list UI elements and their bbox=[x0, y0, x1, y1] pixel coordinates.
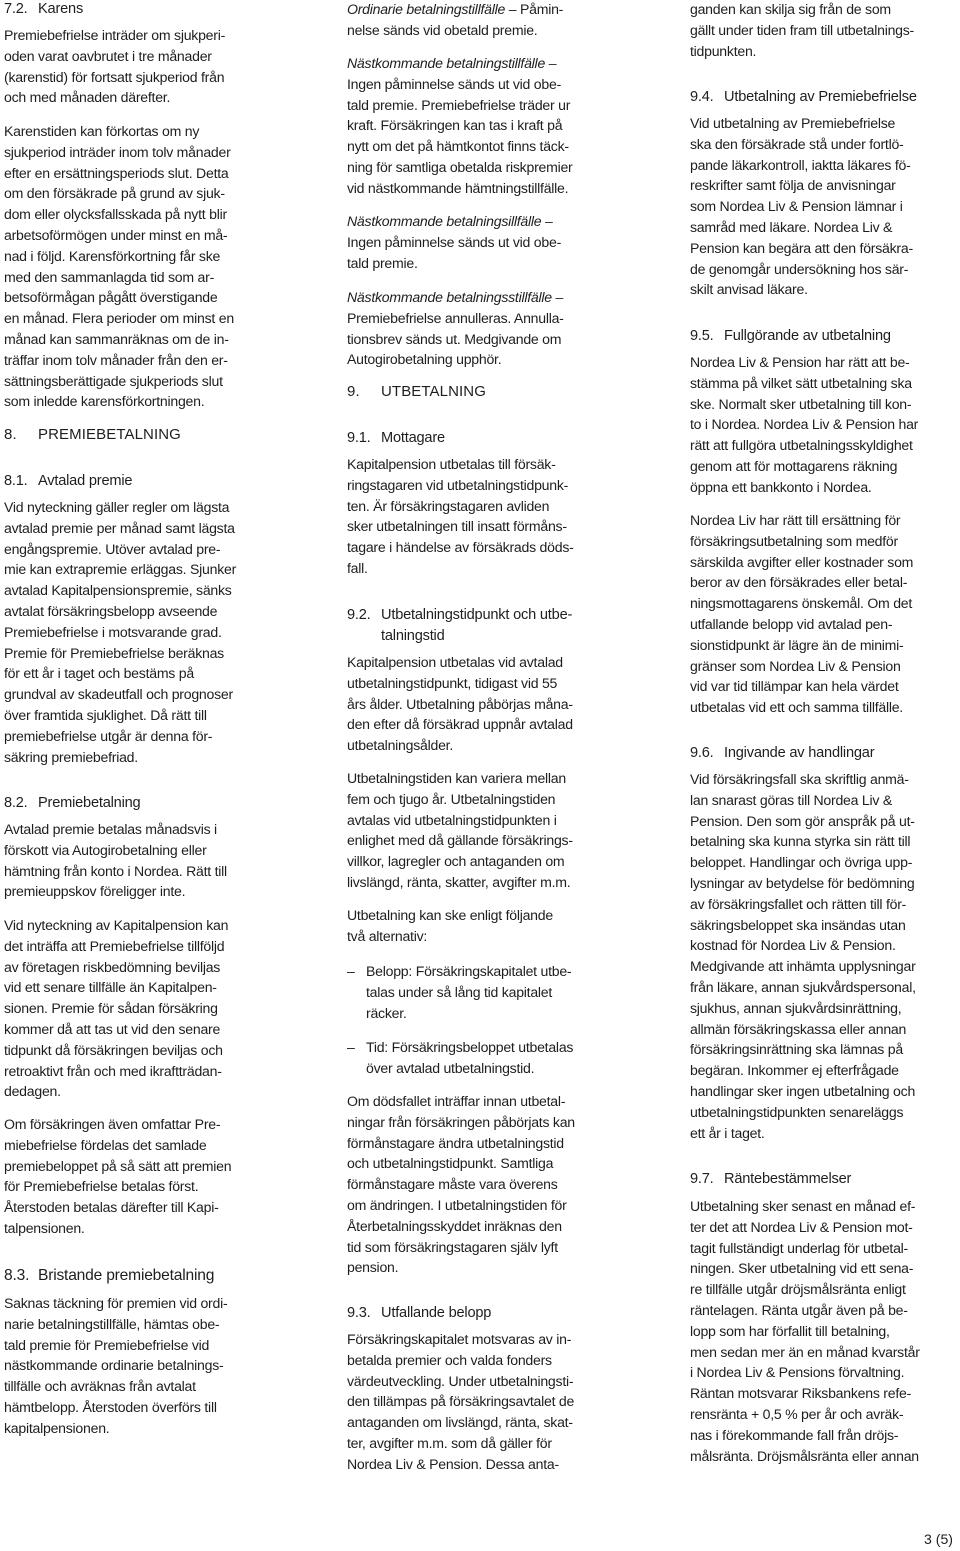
section-9-7-paragraph: Utbetalning sker senast en månad ef- ter det att Nordea Liv & Pension mot- tagit fullständigt underlag för utbetal- ningen. Sker utbetalning vid ett sena- re tillfälle utgår dröjsmålsränta enligt räntelagen. Ränta utgår även på be- lopp som har förfallit till betalning, men sedan mer än en månad kvarstår i Nordea Liv & Pensions förvaltning. Räntan motsvarar Riksbankens refe- rensränta + 0,5 % per år och avräk- nas i förekommande fall från dröjs- målsränta. Dröjsmålsränta eller annan bbox=[690, 1198, 920, 1464]
section-title: Avtalad premie bbox=[38, 473, 133, 489]
section-number: 9.1. bbox=[347, 430, 371, 446]
section-number: 8. bbox=[4, 426, 17, 443]
payment-step-label: Nästkommande betalningsstillfälle – bbox=[347, 289, 564, 305]
section-title: Utbetalning av Premiebefrielse bbox=[724, 89, 917, 105]
section-title: Karens bbox=[38, 1, 84, 17]
section-title: Bristande premiebetalning bbox=[38, 1267, 215, 1284]
section-number: 9.6. bbox=[690, 745, 714, 761]
section-title: PREMIEBETALNING bbox=[38, 426, 181, 443]
section-number: 8.3. bbox=[4, 1267, 30, 1284]
option-text: Belopp: Försäkringskapitalet utbe- talas under så lång tid kapitalet räcker. bbox=[366, 963, 572, 1021]
section-7-2-paragraph-1: Premiebefrielse inträder om sjukperi- oden varat oavbrutet i tre månader (karenstid) för fortsatt sjukperiod från och med månaden därefter. bbox=[4, 27, 226, 106]
section-number: 9.3. bbox=[347, 1305, 371, 1321]
continued-paragraph: ganden kan skilja sig från de som gällt under tiden fram till utbetalnings- tidpunkten. bbox=[690, 1, 914, 59]
page-number: 3 (5) bbox=[924, 1531, 953, 1547]
section-7-2-heading bbox=[4, 0, 83, 20]
section-number: 9.4. bbox=[690, 89, 714, 105]
section-9-1-heading bbox=[347, 428, 445, 449]
section-number: 9.5. bbox=[690, 328, 714, 344]
section-number: 8.2. bbox=[4, 795, 28, 811]
section-9-4-paragraph: Vid utbetalning av Premiebefrielse ska den försäkrade stå under fortlö- pande läkarkontroll, iaktta läkares fö- reskrifter samt följa de anvisningar som Nordea Liv & Pension lämnar i samråd med läkare. Nordea Liv & Pension kan begära att den försäkra- de genomgår undersökning hos sär- skilt anvisad läkare. bbox=[690, 115, 913, 298]
section-9-6-paragraph: Vid försäkringsfall ska skriftlig anmä- lan snarast göras till Nordea Liv & Pension. Den som gör anspråk på ut- betalning ska kunna styrka sin rätt till beloppet. Handlingar och övriga upp- lysningar av betydelse för bedömning av försäkringsfallet och rätten till för- säkringsbeloppet ska insändas utan kostnad för Nordea Liv & Pension. Medgivande att inhämta upplysningar från läkare, annan sjukvårdspersonal, sjukhus, annan sjukvårdsinrättning, allmän försäkringskassa eller annan försäkringsinrättning ska lämnas på begäran. Inkommer ej efterfrågade handlingar sker ingen utbetalning och utbetalningstidpunkten senareläggs ett år i taget. bbox=[690, 771, 916, 1141]
section-8-1-heading bbox=[4, 471, 132, 492]
payment-step-text: – Påmin- nelse sänds vid obetald premie. bbox=[347, 1, 564, 38]
payout-option-amount bbox=[347, 961, 619, 1023]
payment-step-label: Nästkommande betalningstillfälle – bbox=[347, 55, 557, 71]
section-8-3-heading bbox=[4, 1266, 214, 1287]
section-title: Utbetalningstidpunkt och utbe- talningstid bbox=[381, 607, 573, 644]
section-8-2-paragraph-1: Avtalad premie betalas månadsvis i förskott via Autogirobetalning eller hämtning från konto i Nordea. Rätt till premieuppskov föreligger inte. bbox=[4, 821, 227, 900]
section-9-7-heading bbox=[690, 1169, 851, 1190]
section-9-1-paragraph: Kapitalpension utbetalas till försäk- ringstagaren vid utbetalningstidpunk- ten. Är försäkringstagaren avliden sker utbetalningen till insatt förmåns- tagare i händelse av försäkrads döds- fall. bbox=[347, 456, 574, 576]
section-9-2-paragraph-2: Utbetalningstiden kan variera mellan fem och tjugo år. Utbetalningstiden avtalas vid utbetalningstidpunkten i enlighet med då gällande försäkrings- villkor, lagregler och antaganden om livslängd, ränta, skatter, avgifter m.m. bbox=[347, 770, 573, 890]
payment-step-next-1 bbox=[347, 53, 619, 199]
section-9-4-heading bbox=[690, 87, 917, 108]
section-number: 7.2. bbox=[4, 1, 28, 17]
section-8-heading bbox=[4, 425, 181, 446]
section-9-3-paragraph: Försäkringskapitalet motsvaras av in- betalda premier och valda fonders värdeutveckling. Under utbetalningsti- den tillämpas på försäkringsavtalet de antaganden om livslängd, ränta, skat- ter, avgifter m.m. som då gäller för Nordea Liv & Pension. Dessa anta- bbox=[347, 1331, 575, 1472]
section-9-heading bbox=[347, 382, 486, 403]
section-title: Premiebetalning bbox=[38, 795, 141, 811]
dash-bullet: – bbox=[347, 1039, 355, 1055]
section-8-2-paragraph-2: Vid nyteckning av Kapitalpension kan det inträffa att Premiebefrielse tillföljd av företagen riskbedömning beviljas vid ett senare tillfälle än Kapitalpen- sionen. Premie för sådan försäkring kommer då att tas ut vid den senare tidpunkt då försäkringen beviljas och retroaktivt från och med ikraftträdan- dedagen. bbox=[4, 917, 229, 1100]
payment-step-next-3 bbox=[347, 287, 619, 370]
payment-step-text: Ingen påminnelse sänds ut vid obe- tald premie. Premiebefrielse träder ur kraft. Försäkringen kan tas i kraft på nytt om det på hämtkontot finns täck- ning för samtliga obetalda riskpremier vid nästkommande hämtningstillfälle. bbox=[347, 75, 573, 196]
section-9-3-heading bbox=[347, 1303, 491, 1324]
section-number: 9. bbox=[347, 383, 360, 400]
section-9-5-heading bbox=[690, 326, 891, 347]
section-title: Ingivande av handlingar bbox=[724, 745, 875, 761]
section-8-1-paragraph: Vid nyteckning gäller regler om lägsta avtalad premie per månad samt lägsta engångspremie. Utöver avtalad pre- mie kan extrapremie erläggas. Sjunker avtalad Kapitalpensionspremie, sänks avtalat försäkringsbelopp avseende Premiebefrielse i motsvarande grad. Premie för Premiebefrielse beräknas för ett år i taget och bestäms på grundval av skadeutfall och prognoser över framtida sjuklighet. Då rätt till premiebefrielse utgår är denna för- säkring premiebefriad. bbox=[4, 499, 237, 765]
section-number: 8.1. bbox=[4, 473, 28, 489]
payment-step-ordinary bbox=[347, 0, 619, 41]
payment-step-next-2 bbox=[347, 211, 619, 273]
option-text: Tid: Försäkringsbeloppet utbetalas över avtalad utbetalningstid. bbox=[366, 1039, 574, 1076]
section-7-2-paragraph-2: Karenstiden kan förkortas om ny sjukperiod inträder inom tolv månader efter en ersättningsperiods slut. Detta om den försäkrade på grund av sjuk- dom eller olycksfallsskada på nytt blir arbetsoförmögen under minst en må- nad i följd. Karensförkortning får ske med den sammanlagda tid som ar- betsoförmågan pågått överstigande en månad. Flera perioder om minst en månad kan sammanräknas om de in- träffar inom tolv månader från den er- sättningsberättigade sjukperiods slut som inledde karensförkortningen. bbox=[4, 123, 234, 410]
section-title: Mottagare bbox=[381, 430, 445, 446]
section-9-2-heading bbox=[347, 605, 619, 647]
section-8-2-paragraph-3: Om försäkringen även omfattar Pre- miebefrielse fördelas det samlade premiebeloppet på så sätt att premien för Premiebefrielse betalas först. Återstoden betalas därefter till Kapi- talpensionen. bbox=[4, 1116, 232, 1236]
section-9-5-paragraph-1: Nordea Liv & Pension har rätt att be- stämma på vilket sätt utbetalning ska ske. Normalt sker utbetalning till kon- to i Nordea. Nordea Liv & Pension har rätt att fullgöra utbetalningsskyldighet genom att för mottagarens räkning öppna ett bankkonto i Nordea. bbox=[690, 354, 919, 495]
payment-step-text: Ingen påminnelse sänds ut vid obe- tald premie. bbox=[347, 233, 562, 271]
payment-step-text: Premiebefrielse annulleras. Annulla- tionsbrev sänds ut. Medgivande om Autogirobetalning upphör. bbox=[347, 309, 564, 368]
section-8-2-heading bbox=[4, 793, 140, 814]
payment-step-label: Nästkommande betalningsillfälle – bbox=[347, 213, 553, 229]
section-9-2-paragraph-3: Utbetalning kan ske enligt följande två alternativ: bbox=[347, 907, 553, 944]
section-number: 9.7. bbox=[690, 1171, 714, 1187]
section-9-2-paragraph-4: Om dödsfallet inträffar innan utbetal- ningar från försäkringen påbörjats kan förmånstagare ändra utbetalningstid och utbetalningstidpunkt. Samtliga förmånstagare måste vara överens om ändringen. I utbetalningstiden för Återbetalningsskyddet inräknas den tid som försäkringstagaren själv lyft pension. bbox=[347, 1093, 575, 1276]
section-number: 9.2. bbox=[347, 607, 371, 623]
section-title: Fullgörande av utbetalning bbox=[724, 328, 891, 344]
section-9-5-paragraph-2: Nordea Liv har rätt till ersättning för försäkringsutbetalning som medför särskilda avgifter eller kostnader som beror av den försäkrades eller betal- ningsmottagarens önskemål. Om det utfallande belopp vid avtalad pen- sionstidpunkt är lägre än de minimi- gränser som Nordea Liv & Pension vid var tid tillämpar kan hela värdet utbetalas vid ett och samma tillfälle. bbox=[690, 512, 914, 716]
dash-bullet: – bbox=[347, 963, 355, 979]
section-title: Utfallande belopp bbox=[381, 1305, 492, 1321]
section-title: Räntebestämmelser bbox=[724, 1171, 852, 1187]
section-9-2-paragraph-1: Kapitalpension utbetalas vid avtalad utbetalningstidpunkt, tidigast vid 55 års ålder. Utbetalning påbörjas måna- den efter då försäkrad uppnår avtalad utbetalningsålder. bbox=[347, 654, 573, 754]
payment-step-label: Ordinarie betalningstillfälle bbox=[347, 1, 506, 17]
section-title: UTBETALNING bbox=[381, 383, 487, 400]
section-9-6-heading bbox=[690, 743, 874, 764]
payout-option-time bbox=[347, 1037, 619, 1079]
section-8-3-paragraph: Saknas täckning för premien vid ordi- narie betalningstillfälle, hämtas obe- tald premie för Premiebefrielse vid nästkommande ordinarie betalnings- tillfälle och avräknas från avtalat hämtbelopp. Återstoden överförs till kapitalpensionen. bbox=[4, 1295, 228, 1436]
